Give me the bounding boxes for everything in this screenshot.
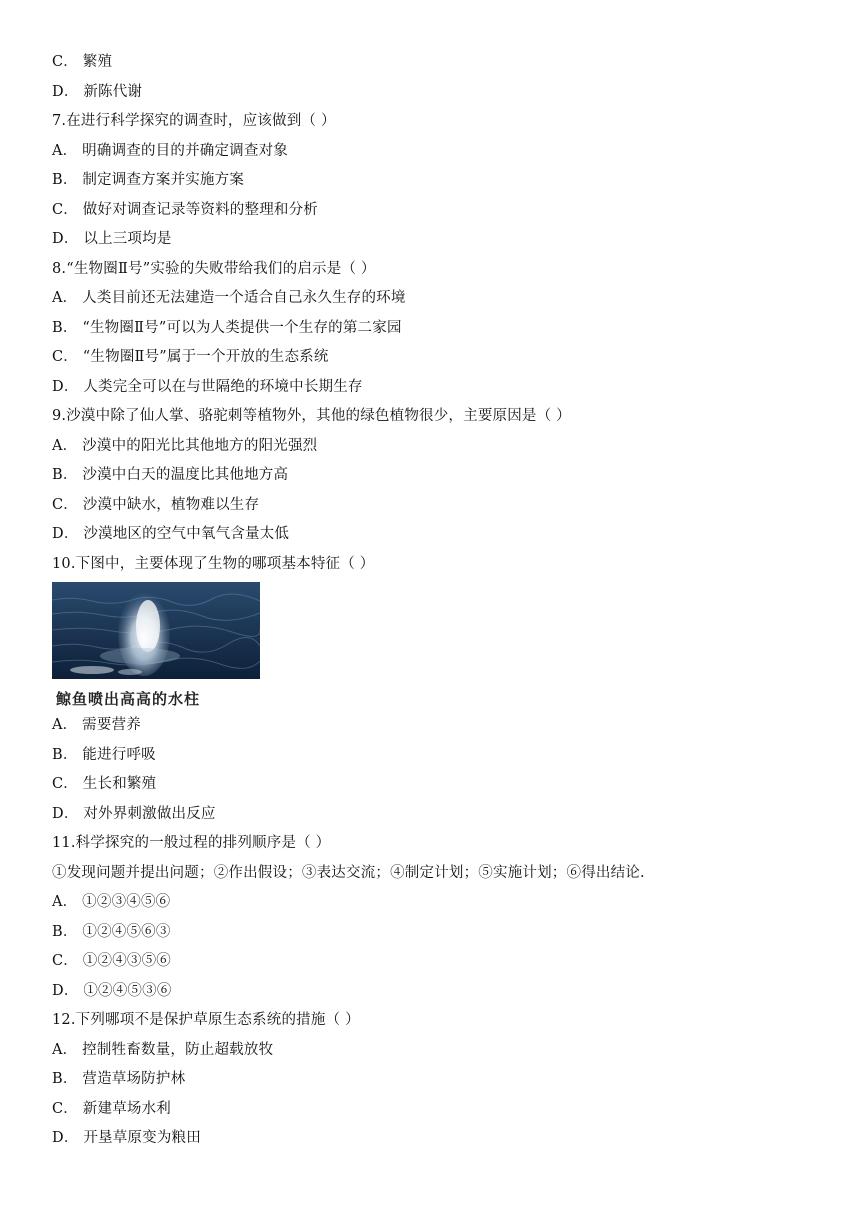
option-d-q8: D． 人类完全可以在与世隔绝的环境中长期生存: [52, 379, 363, 395]
question-7: 7.在进行科学探究的调查时，应该做到（ ）: [52, 113, 336, 129]
option-b-q12: B． 营造草场防护林: [52, 1071, 186, 1087]
option-d-q7: D． 以上三项均是: [52, 231, 172, 247]
question-12: 12.下列哪项不是保护草原生态系统的措施（ ）: [52, 1012, 360, 1028]
option-b-q7: B． 制定调查方案并实施方案: [52, 172, 245, 188]
question-10: 10.下图中，主要体现了生物的哪项基本特征（ ）: [52, 556, 375, 572]
option-b-q9: B． 沙漠中白天的温度比其他地方高: [52, 467, 289, 483]
option-a-q12: A． 控制牲畜数量，防止超载放牧: [52, 1042, 274, 1058]
question-11: 11.科学探究的一般过程的排列顺序是（ ）: [52, 835, 331, 851]
option-a-q9: A． 沙漠中的阳光比其他地方的阳光强烈: [52, 438, 318, 454]
option-c-q11: C． ①②④③⑤⑥: [52, 953, 172, 969]
option-a-q8: A． 人类目前还无法建造一个适合自己永久生存的环境: [52, 290, 406, 306]
option-a-q7: A． 明确调查的目的并确定调查对象: [52, 143, 288, 159]
option-d-q9: D． 沙漠地区的空气中氧气含量太低: [52, 526, 290, 542]
option-c-q10: C． 生长和繁殖: [52, 776, 157, 792]
option-d-q12: D． 开垦草原变为粮田: [52, 1130, 201, 1146]
option-c-q8: C． “生物圈Ⅱ号”属于一个开放的生态系统: [52, 349, 329, 365]
question-9: 9.沙漠中除了仙人掌、骆驼刺等植物外，其他的绿色植物很少，主要原因是（ ）: [52, 408, 571, 424]
whale-spout-image: [52, 582, 260, 679]
option-b-q11: B． ①②④⑤⑥③: [52, 924, 171, 940]
question-8: 8.“生物圈Ⅱ号”实验的失败带给我们的启示是（ ）: [52, 261, 376, 277]
option-a-q10: A． 需要营养: [52, 717, 141, 733]
option-c-q9: C． 沙漠中缺水，植物难以生存: [52, 497, 260, 513]
option-c-q7: C． 做好对调查记录等资料的整理和分析: [52, 202, 319, 218]
option-d-q6: D． 新陈代谢: [52, 84, 143, 100]
option-c-q12: C． 新建草场水利: [52, 1101, 172, 1117]
question-11-steps: ①发现问题并提出问题；②作出假设；③表达交流；④制定计划；⑤实施计划；⑥得出结论.: [52, 865, 645, 881]
option-d-q10: D． 对外界刺激做出反应: [52, 806, 216, 822]
option-a-q11: A． ①②③④⑤⑥: [52, 894, 171, 910]
option-b-q10: B． 能进行呼吸: [52, 747, 156, 763]
option-b-q8: B． “生物圈Ⅱ号”可以为人类提供一个生存的第二家园: [52, 320, 402, 336]
figure-caption: 鲸鱼喷出高高的水柱: [56, 690, 201, 708]
whale-spout-illustration: [52, 582, 260, 679]
option-d-q11: D． ①②④⑤③⑥: [52, 983, 172, 999]
option-c-q6: C． 繁殖: [52, 54, 113, 70]
